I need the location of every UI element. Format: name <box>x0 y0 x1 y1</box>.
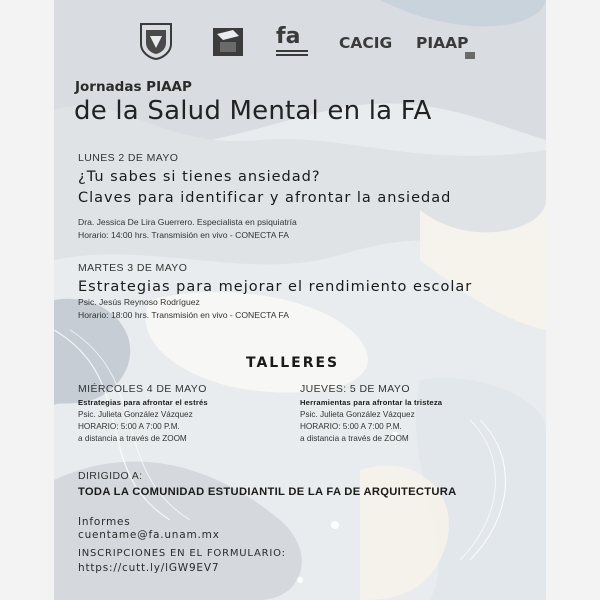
form-url-link[interactable]: https://cutt.ly/lGW9EV7 <box>78 562 220 574</box>
event-2-speaker: Psic. Jesús Reynoso Rodríguez <box>78 297 200 307</box>
event-1-date: LUNES 2 DE MAYO <box>78 152 179 164</box>
audience-label: DIRIGIDO A: <box>78 470 143 482</box>
event-1-title-line2: Claves para identificar y afrontar la ansiedad <box>78 190 452 206</box>
taller-2-speaker: Psic. Julieta González Vázquez <box>300 410 415 419</box>
taller-1-schedule: HORARIO: 5:00 A 7:00 P.M. <box>78 422 180 431</box>
taller-1-title: Estrategias para afrontar el estrés <box>78 398 208 407</box>
contact-label: Informes <box>78 516 131 528</box>
unam-seal-logo <box>137 20 175 60</box>
audience-value: TODA LA COMUNIDAD ESTUDIANTIL DE LA FA DE ARQUITECTURA <box>78 486 457 498</box>
taller-2-date: JUEVES: 5 DE MAYO <box>300 383 410 395</box>
event-2-schedule: Horario: 18:00 hrs. Transmisión en vivo - CONECTA FA <box>78 310 289 320</box>
talleres-heading: TALLERES <box>246 355 340 371</box>
event-kicker: Jornadas PIAAP <box>75 79 192 95</box>
taller-1-mode: a distancia a través de ZOOM <box>78 434 187 443</box>
fa-logo <box>276 26 308 56</box>
taller-2-mode: a distancia a través de ZOOM <box>300 434 409 443</box>
cacig-logo: CACIG <box>339 34 393 52</box>
event-title: de la Salud Mental en la FA <box>74 96 432 126</box>
taller-1-date: MIÉRCOLES 4 DE MAYO <box>78 383 207 395</box>
taller-2-schedule: HORARIO: 5:00 A 7:00 P.M. <box>300 422 402 431</box>
event-1-title-line1: ¿Tu sabes si tienes ansiedad? <box>78 169 321 185</box>
faculty-emblem-logo <box>211 24 245 58</box>
taller-2-title: Herramientas para afrontar la tristeza <box>300 398 443 407</box>
taller-1-speaker: Psic. Julieta González Vázquez <box>78 410 193 419</box>
contact-email-link[interactable]: cuentame@fa.unam.mx <box>78 529 220 541</box>
event-2-title: Estrategias para mejorar el rendimiento escolar <box>78 279 473 295</box>
event-2-date: MARTES 3 DE MAYO <box>78 262 188 274</box>
piaap-mark-icon <box>465 52 475 59</box>
event-1-schedule: Horario: 14:00 hrs. Transmisión en vivo - CONECTA FA <box>78 230 289 240</box>
piaap-logo: PIAAP <box>416 34 469 52</box>
fa-logo-text: fa <box>276 24 301 49</box>
form-label: INSCRIPCIONES EN EL FORMULARIO: <box>78 548 286 559</box>
event-1-speaker: Dra. Jessica De Lira Guerrero. Especialista en psiquiatría <box>78 217 297 227</box>
